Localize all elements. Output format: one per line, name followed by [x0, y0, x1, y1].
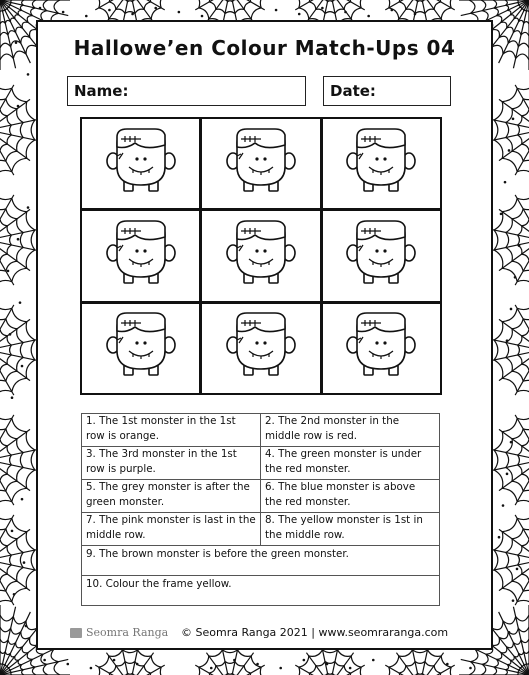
- frankenstein-monster-icon: [337, 307, 425, 389]
- frankenstein-monster-icon: [97, 307, 185, 389]
- clues-table: [81, 413, 440, 606]
- clue-row: [82, 576, 440, 606]
- brand-logo: [70, 626, 168, 639]
- clue-row: [82, 480, 440, 513]
- clue-2: 2. The 2nd monster in the middle row is red.: [261, 414, 440, 447]
- monster-cell[interactable]: [82, 211, 199, 300]
- name-field[interactable]: [67, 76, 306, 106]
- monster-grid: [80, 117, 442, 395]
- clue-1: 1. The 1st monster in the 1st row is orange.: [82, 414, 261, 447]
- frankenstein-monster-icon: [97, 215, 185, 297]
- clue-row: [82, 546, 440, 576]
- monster-cell[interactable]: [82, 119, 199, 208]
- monster-cell[interactable]: [202, 304, 319, 393]
- brand-logo-text: Seomra Ranga: [86, 626, 169, 639]
- frankenstein-monster-icon: [217, 307, 305, 389]
- frankenstein-monster-icon: [217, 215, 305, 297]
- date-field[interactable]: [323, 76, 451, 106]
- name-label: Name:: [74, 82, 129, 100]
- page-title: Hallowe’en Colour Match-Ups 04: [73, 36, 456, 60]
- clue-row: [82, 513, 440, 546]
- clue-7: 7. The pink monster is last in the middle row.: [82, 513, 261, 546]
- clue-10: 10. Colour the frame yellow.: [82, 576, 440, 606]
- frankenstein-monster-icon: [337, 123, 425, 205]
- clue-row: [82, 447, 440, 480]
- monster-cell[interactable]: [202, 211, 319, 300]
- frankenstein-monster-icon: [217, 123, 305, 205]
- clue-9: 9. The brown monster is before the green monster.: [82, 546, 440, 576]
- clue-4: 4. The green monster is under the red monster.: [261, 447, 440, 480]
- monster-cell[interactable]: [82, 304, 199, 393]
- frankenstein-monster-icon: [97, 123, 185, 205]
- copyright-notice: © Seomra Ranga 2021 | www.seomraranga.com: [181, 626, 449, 639]
- frankenstein-monster-icon: [337, 215, 425, 297]
- date-label: Date:: [330, 82, 376, 100]
- monster-cell[interactable]: [323, 304, 440, 393]
- monster-cell[interactable]: [323, 119, 440, 208]
- clue-row: [82, 414, 440, 447]
- monster-cell[interactable]: [202, 119, 319, 208]
- monster-cell[interactable]: [323, 211, 440, 300]
- clue-8: 8. The yellow monster is 1st in the middle row.: [261, 513, 440, 546]
- clue-5: 5. The grey monster is after the green monster.: [82, 480, 261, 513]
- book-icon: [70, 628, 82, 638]
- clue-6: 6. The blue monster is above the red monster.: [261, 480, 440, 513]
- clue-3: 3. The 3rd monster in the 1st row is purple.: [82, 447, 261, 480]
